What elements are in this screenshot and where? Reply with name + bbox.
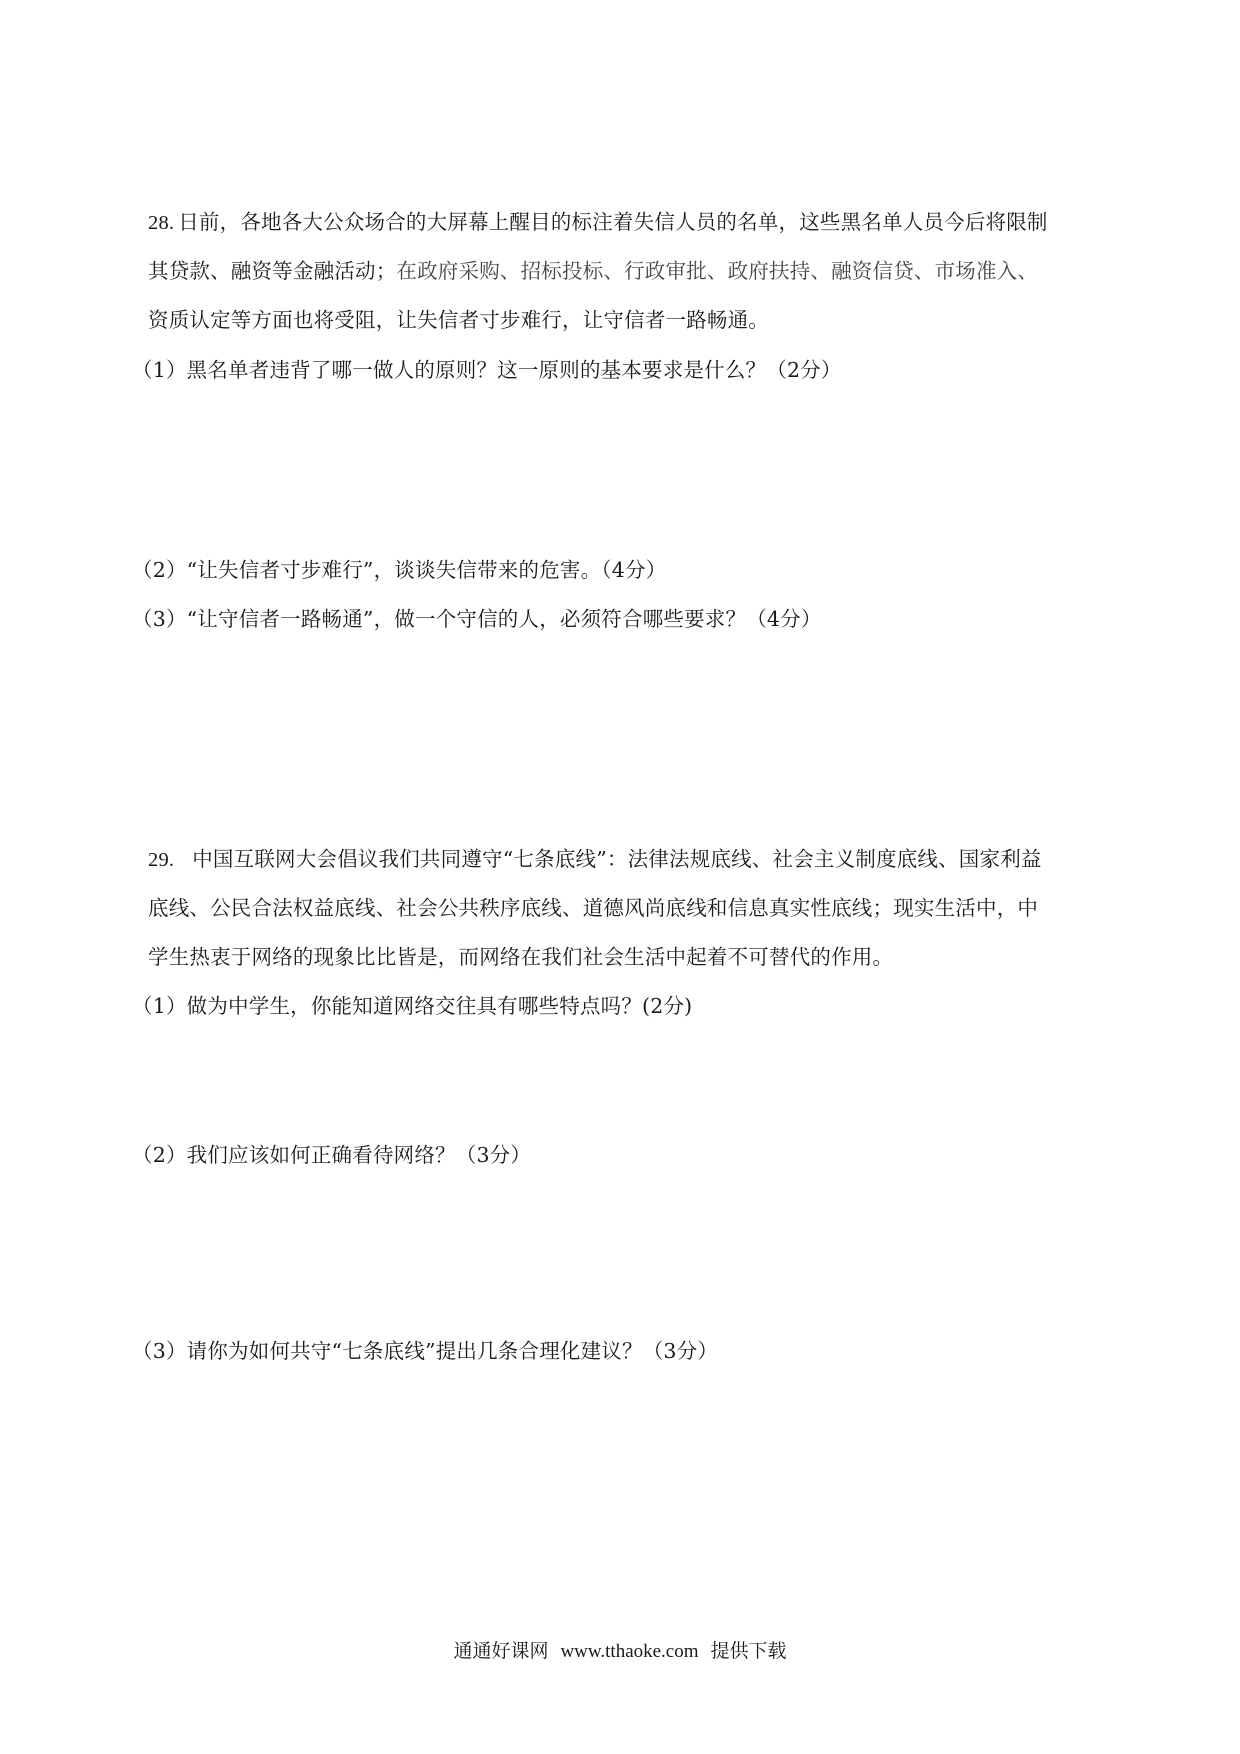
q29-subquestion-1: （1）做为中学生，你能知道网络交往具有哪些特点吗？(2分) — [132, 994, 693, 1018]
q28-line-1 — [148, 207, 1108, 238]
q29-subquestion-3: （3）请你为如何共守“七条底线”提出几条合理化建议？（3分） — [132, 1339, 719, 1363]
q28-subquestion-3: （3）“让守信者一路畅通”，做一个守信的人，必须符合哪些要求？（4分） — [132, 607, 822, 631]
q28-line-3 — [148, 305, 1108, 335]
q29-text-line-2: 底线、公民合法权益底线、社会公共秩序底线、道德风尚底线和信息真实性底线；现实生活中，中 — [148, 896, 1039, 920]
q29-line-2 — [148, 893, 1108, 923]
q28-subquestion-2: （2）“让失信者寸步难行”，谈谈失信带来的危害。（4分） — [132, 558, 667, 582]
q28-text-line-1: 日前，各地各大公众场合的大屏幕上醒目的标注着失信人员的名单，这些黑名单人员今后将限制 — [178, 210, 1048, 234]
q29-text-line-1: 中国互联网大会倡议我们共同遵守“七条底线”：法律法规底线、社会主义制度底线、国家利益 — [192, 847, 1042, 871]
q29-line-1 — [148, 844, 1108, 875]
q29-subquestion-2: （2）我们应该如何正确看待网络？（3分） — [132, 1143, 532, 1167]
q28-text-line-2b: 在政府采购、招标投标、行政审批、政府扶持、融资信贷、市场准入、 — [396, 259, 1039, 283]
q28-line-2 — [148, 256, 1108, 286]
q28-subquestion-1: （1）黑名单者违背了哪一做人的原则？这一原则的基本要求是什么？（2分） — [132, 358, 842, 382]
q28-text-line-3: 资质认定等方面也将受阻，让失信者寸步难行，让守信者一路畅通。 — [148, 308, 769, 332]
q28-number: 28. — [148, 212, 175, 234]
footer-suffix: 提供下载 — [710, 1640, 787, 1662]
q28-text-line-2a: 其贷款、融资等金融活动； — [148, 259, 397, 283]
footer-site-name: 通通好课网 — [453, 1640, 549, 1662]
q29-text-line-3: 学生热衷于网络的现象比比皆是，而网络在我们社会生活中起着不可替代的作用。 — [148, 945, 894, 969]
q29-line-3 — [148, 942, 1108, 972]
q29-number: 29. — [148, 849, 175, 871]
footer-url: www.tthaoke.com — [560, 1641, 699, 1662]
page-footer — [0, 1637, 1240, 1666]
